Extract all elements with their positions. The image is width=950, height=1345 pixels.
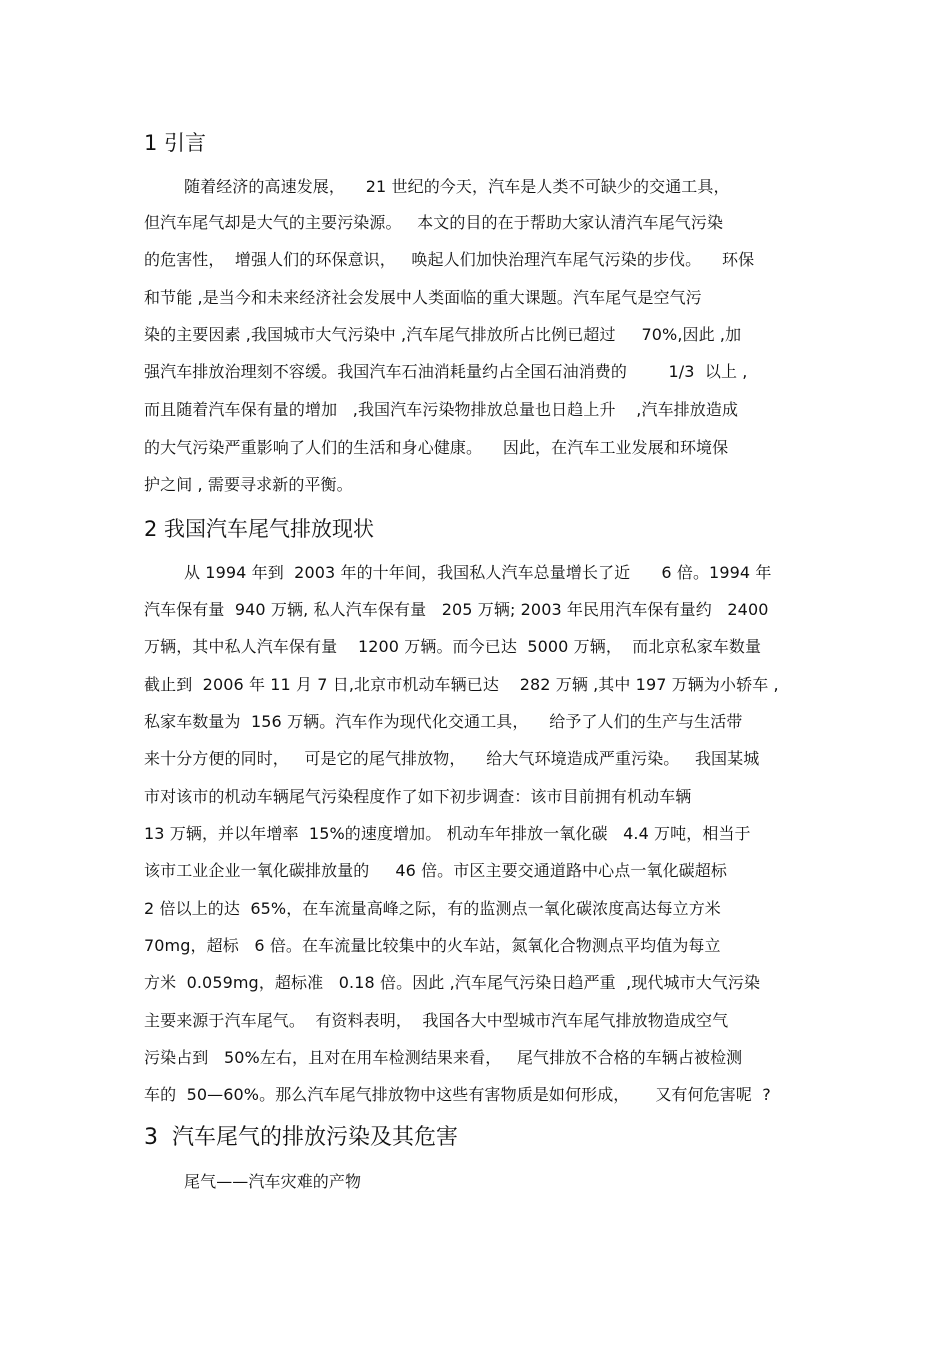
paragraph-line: 70mg，超标 6 倍。在车流量比较集中的火车站，氮氧化合物测点平均值为每立 <box>144 936 721 955</box>
paragraph-line: 2 倍以上的达 65%，在车流量高峰之际，有的监测点一氧化碳浓度高达每立方米 <box>144 899 721 918</box>
paragraph-line: 从 1994 年到 2003 年的十年间，我国私人汽车总量增长了近 6 倍。1994 年 <box>184 563 772 582</box>
paragraph-line: 截止到 2006 年 11 月 7 日,北京市机动车辆已达 282 万辆 ,其中 197 万辆为小轿车 , <box>144 675 779 694</box>
paragraph-line: 的大气污染严重影响了人们的生活和身心健康。 因此，在汽车工业发展和环境保 <box>144 438 729 457</box>
paragraph-line: 污染占到 50%左右，且对在用车检测结果来看， 尾气排放不合格的车辆占被检测 <box>144 1048 743 1067</box>
paragraph-line: 车的 50—60%。那么汽车尾气排放物中这些有害物质是如何形成， 又有何危害呢 ? <box>144 1085 771 1104</box>
paragraph-line: 主要来源于汽车尾气。 有资料表明， 我国各大中型城市汽车尾气排放物造成空气 <box>144 1011 729 1030</box>
paragraph-line: 强汽车排放治理刻不容缓。我国汽车石油消耗量约占全国石油消费的 1/3 以上 , <box>144 362 748 381</box>
heading-pollution-hazards: 3 汽车尾气的排放污染及其危害 <box>144 1125 458 1150</box>
paragraph-line: 和节能 ,是当今和未来经济社会发展中人类面临的重大课题。汽车尾气是空气污 <box>144 288 702 307</box>
paragraph-line: 随着经济的高速发展， 21 世纪的今天，汽车是人类不可缺少的交通工具， <box>184 177 730 196</box>
heading-introduction: 1 引言 <box>144 131 207 155</box>
paragraph-line: 尾气——汽车灾难的产物 <box>184 1172 362 1191</box>
paragraph-line: 汽车保有量 940 万辆, 私人汽车保有量 205 万辆; 2003 年民用汽车保有量约 2400 <box>144 600 769 619</box>
paragraph-line: 染的主要因素 ,我国城市大气污染中 ,汽车尾气排放所占比例已超过 70%,因此 ,加 <box>144 325 742 344</box>
paragraph-line: 万辆，其中私人汽车保有量 1200 万辆。而今已达 5000 万辆， 而北京私家车数量 <box>144 637 762 656</box>
paragraph-line: 方米 0.059mg，超标准 0.18 倍。因此 ,汽车尾气污染日趋严重 ,现代城市大气污染 <box>144 973 761 992</box>
paragraph-line: 13 万辆，并以年增率 15%的速度增加。 机动车年排放一氧化碳 4.4 万吨，相当于 <box>144 824 751 843</box>
paragraph-line: 而且随着汽车保有量的增加 ,我国汽车污染物排放总量也日趋上升 ,汽车排放造成 <box>144 400 739 419</box>
paragraph-line: 来十分方便的同时， 可是它的尾气排放物， 给大气环境造成严重污染。 我国某城 <box>144 749 760 768</box>
heading-emission-status: 2 我国汽车尾气排放现状 <box>144 517 375 541</box>
paragraph-line: 的危害性， 增强人们的环保意识， 唤起人们加快治理汽车尾气污染的步伐。 环保 <box>144 250 755 269</box>
paragraph-line: 私家车数量为 156 万辆。汽车作为现代化交通工具， 给予了人们的生产与生活带 <box>144 712 743 731</box>
paragraph-line: 但汽车尾气却是大气的主要污染源。 本文的目的在于帮助大家认清汽车尾气污染 <box>144 213 724 232</box>
paragraph-line: 市对该市的机动车辆尾气污染程度作了如下初步调查：该市目前拥有机动车辆 <box>144 787 692 806</box>
paragraph-line: 护之间 , 需要寻求新的平衡。 <box>144 475 353 494</box>
paragraph-line: 该市工业企业一氧化碳排放量的 46 倍。市区主要交通道路中心点一氧化碳超标 <box>144 861 727 880</box>
